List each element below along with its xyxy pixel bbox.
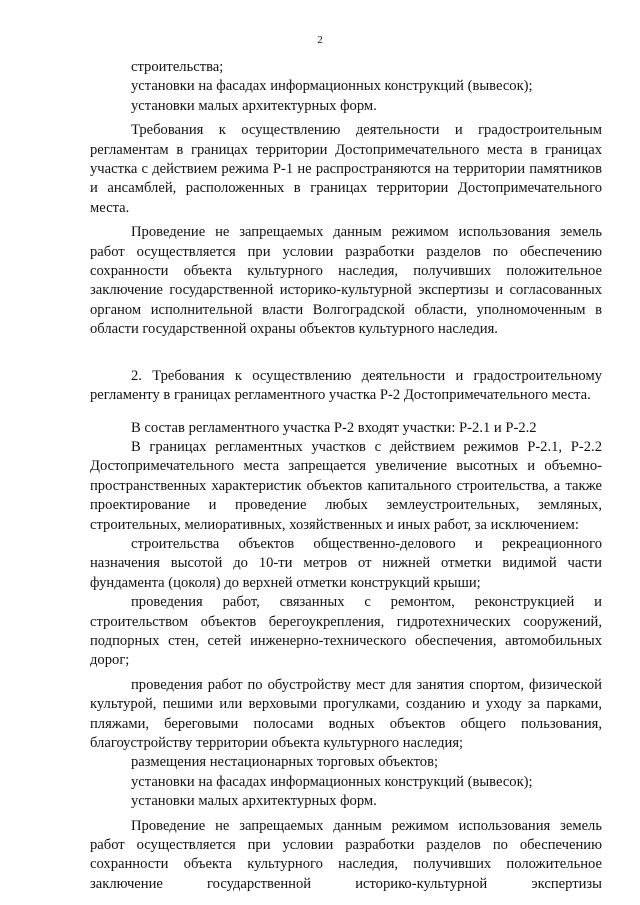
paragraph: Проведение не запрещаемых данным режимом использования земель работ осуществляется при условии разработки разделов по обеспечению сохранности объекта культурного наследия, получивших положительное заключение государственной историко-культурной экспертизы — [90, 817, 602, 892]
paragraph: установки малых архитектурных форм. — [131, 97, 377, 114]
list-item: проведения работ по обустройству мест для занятия спортом, физической культурой, пешими или верховыми прогулками, созданию и уходу за парками, пляжами, береговыми полосами водных объектов общего пользования, благоустройству территории объекта культурного наследия; — [90, 676, 602, 751]
list-item: установки малых архитектурных форм. — [131, 793, 377, 810]
paragraph: Проведение не запрещаемых данным режимом использования земель работ осуществляется при условии разработки разделов по обеспечению сохранности объекта культурного наследия, получивших положительное заключение государственной историко-культурной экспертизы и согласованных органом исполнительной власти Волгоградской области, уполномоченным в области государственной охраны объектов культурного наследия. — [90, 224, 602, 338]
paragraph: В границах регламентных участков с действием режимов Р-2.1, Р-2.2 Достопримечательного места запрещается увеличение высотных и объемно-пространственных характеристик объектов капитального строительства, а также проектирование и проведение любых землеустроительных, земляных, строительных, мелиоративных, хозяйственных и иных работ, за исключением: — [90, 438, 602, 533]
list-item: строительства объектов общественно-делового и рекреационного назначения высотой до 10-ти метров от нижней отметки видимой части фундамента (цоколя) до верхней отметки конструкций крыши; — [90, 535, 602, 591]
list-item: установки на фасадах информационных конструкций (вывесок); — [131, 773, 533, 790]
document-body — [90, 58, 602, 894]
list-item: размещения нестационарных торговых объектов; — [131, 754, 439, 771]
paragraph: строительства; — [131, 59, 224, 75]
paragraph: установки на фасадах информационных конструкций (вывесок); — [131, 78, 533, 95]
paragraph: В состав регламентного участка Р-2 входят участки: Р-2.1 и Р-2.2 — [131, 419, 537, 436]
section-heading: 2. Требования к осуществлению деятельности и градостроительному регламенту в границах регламентного участка Р-2 Достопримечательного места. — [90, 367, 602, 404]
page-number: 2 — [317, 34, 323, 46]
paragraph: Требования к осуществлению деятельности и градостроительным регламентам в границах территории Достопримечательного места в границах участка с действием режима Р-1 не распространяются на территории памятников и ансамблей, расположенных в границах территории Достопримечательного места. — [90, 122, 602, 216]
list-item: проведения работ, связанных с ремонтом, реконструкцией и строительством объектов берегоукрепления, гидротехнических сооружений, подпорных стен, сетей инженерно-технического обеспечения, автомобильных дорог; — [90, 594, 602, 669]
